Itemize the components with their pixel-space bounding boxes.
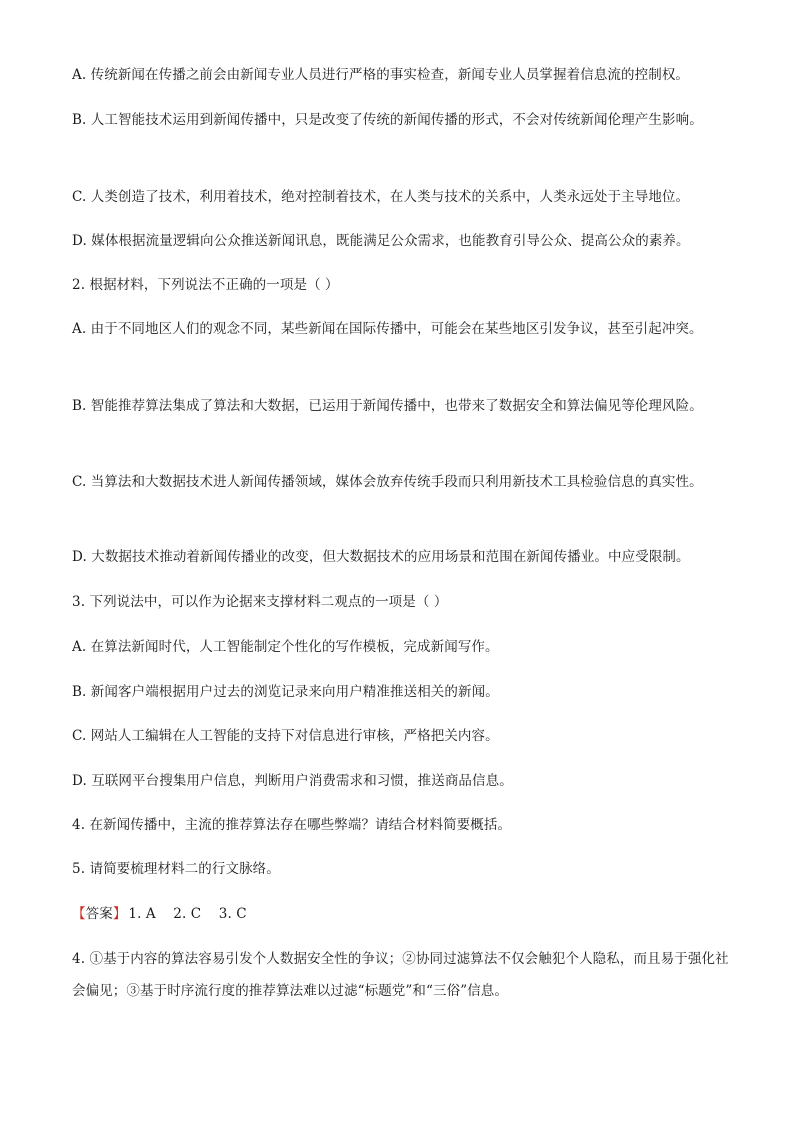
answer-label: 答案 xyxy=(85,906,113,922)
q2-option-a: A. 由于不同地区人们的观念不同，某些新闻在国际传播中，可能会在某些地区引发争议，甚至引起冲突。 xyxy=(72,321,703,337)
q2-option-c: C. 当算法和大数据技术进人新闻传播领域，媒体会放弃传统手段而只利用新技术工具检验信息的真实性。 xyxy=(72,474,703,490)
answer-line xyxy=(72,898,732,930)
q2-option-b: B. 智能推荐算法集成了算法和大数据，已运用于新闻传播中，也带来了数据安全和算法偏见等伦理风险。 xyxy=(72,398,703,414)
q2-stem: 2. 根据材料，下列说法不正确的一项是（ ） xyxy=(72,277,339,293)
q3-stem: 3. 下列说法中，可以作为论据来支撑材料二观点的一项是（ ） xyxy=(72,594,448,610)
q1-option-b: B. 人工智能技术运用到新闻传播中，只是改变了传统的新闻传播的形式，不会对传统新闻伦理产生影响。 xyxy=(72,112,703,128)
q3-option-c: C. 网站人工编辑在人工智能的支持下对信息进行审核，严格把关内容。 xyxy=(72,728,499,744)
q4-stem: 4. 在新闻传播中，主流的推荐算法存在哪些弊端？请结合材料简要概括。 xyxy=(72,817,512,833)
q3-option-b: B. 新闻客户端根据用户过去的浏览记录来向用户精准推送相关的新闻。 xyxy=(72,684,499,700)
answer-values: 1. A 2. C 3. C xyxy=(128,906,247,922)
q4-answer: 4. ①基于内容的算法容易引发个人数据安全性的争议；②协同过滤算法不仅会触犯个人隐私，而且易于强化社会偏见；③基于时序流行度的推荐算法难以过滤“标题党”和“三俗”信息。 xyxy=(72,951,729,999)
q3-option-d: D. 互联网平台搜集用户信息，判断用户消费需求和习惯，推送商品信息。 xyxy=(72,773,513,789)
q5-stem: 5. 请简要梳理材料二的行文脉络。 xyxy=(72,861,280,877)
answer-close-bracket: 】 xyxy=(112,906,127,922)
answer-open-bracket: 【 xyxy=(72,906,86,922)
q3-option-a: A. 在算法新闻时代，人工智能制定个性化的写作模板，完成新闻写作。 xyxy=(72,639,499,655)
q1-option-d: D. 媒体根据流量逻辑向公众推送新闻讯息，既能满足公众需求，也能教育引导公众、提高公众的素养。 xyxy=(72,233,690,249)
q1-option-c: C. 人类创造了技术，利用着技术，绝对控制着技术，在人类与技术的关系中，人类永远处于主导地位。 xyxy=(72,189,690,205)
q2-option-d: D. 大数据技术推动着新闻传播业的改变，但大数据技术的应用场景和范围在新闻传播业。中应受限制。 xyxy=(72,549,690,565)
q1-option-a: A. 传统新闻在传播之前会由新闻专业人员进行严格的事实检查，新闻专业人员掌握着信息流的控制权。 xyxy=(72,67,690,83)
